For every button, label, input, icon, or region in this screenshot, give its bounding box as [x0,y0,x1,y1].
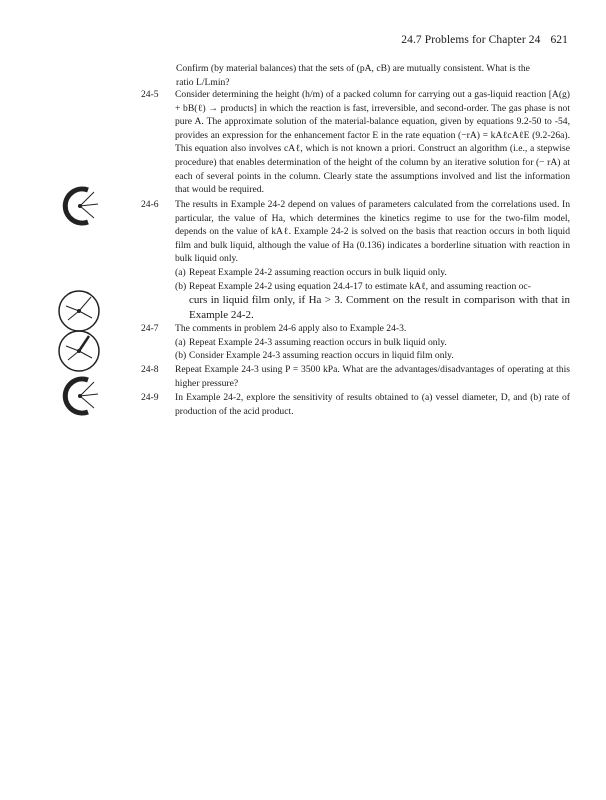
problem-text: The comments in problem 24-6 apply also to Example 24-3. [175,323,407,334]
problem-24-8 [141,363,570,390]
subpart-a [175,336,570,350]
subpart-text: Consider Example 24-3 assuming reaction occurs in liquid film only. [189,350,454,362]
subpart-label: (a) [175,336,186,348]
page-number: 621 [550,34,568,46]
subpart-text: Repeat Example 24-2 assuming reaction occurs in bulk liquid only. [189,266,447,278]
problem-number: 24-8 [141,364,159,375]
section-title: 24.7 Problems for Chapter 24 [401,34,541,46]
subpart-text: Repeat Example 24-3 assuming reaction occurs in bulk liquid only. [189,336,447,348]
problem-24-7 [141,322,570,363]
subpart-b [175,280,570,323]
problem-text: Repeat Example 24-3 using P = 3500 kPa. What are the advantages/disadvantages of operating at this higher pressure? [175,364,570,389]
problem-number: 24-5 [141,89,159,100]
problem-number: 24-6 [141,199,159,210]
difficulty-dial-icon [56,328,102,374]
subpart-a [175,266,570,280]
intro-line-1: Confirm (by material balances) that the sets of (pA, cB) are mutually consistent. What is the [176,63,530,74]
computer-problem-icon [58,184,102,228]
subpart-label: (b) [175,350,187,362]
subpart-label: (a) [175,266,186,278]
subpart-b [175,349,570,363]
problem-24-9 [141,391,570,418]
problem-text: The results in Example 24-2 depend on values of parameters calculated from the correlations used. In particular, the value of Ha, which determines the kinetics regime to use for the two-film model, depends on the value of kAℓ. Example 24-2 is solved on the basis that reaction occurs in both liquid film and bulk liquid, although the value of Ha (0.136) indicates a borderline situation with reaction in bulk liquid only. [175,199,570,265]
problem-24-5 [141,88,570,197]
problem-number: 24-7 [141,323,159,334]
intro-line-2: ratio L/Lmin? [176,76,230,88]
subpart-text: Repeat Example 24-2 using equation 24.4-17 to estimate kAℓ, and assuming reaction oc- [189,280,531,292]
computer-problem-icon [58,374,102,418]
subpart-label: (b) [175,280,187,292]
subpart-text-continued: curs in liquid film only, if Ha > 3. Comment on the result in comparison with that in Example 24-2. [189,294,570,321]
problem-text: Consider determining the height (h/m) of a packed column for carrying out a gas-liquid reaction [A(g) + bB(ℓ) → products] in which the reaction is fast, irreversible, and second-order. The gas phase is not pure A. The approximate solution of the material-balance equation, given by equations 9.2-50 to -54, provides an expression for the enhancement factor E in the rate equation (−rA) = kAℓcAℓE (9.2-26a). This equation also involves cAℓ, which is not known a priori. Construct an algorithm (i.e., a stepwise procedure) that enables determination of the height of the column by an iterative solution for (− rA) at each of several points in the column. Clearly state the assumptions involved and list the information that would be required. [175,89,570,196]
problem-text: In Example 24-2, explore the sensitivity of results obtained to (a) vessel diameter, D, and (b) rate of production of the acid product. [175,392,570,417]
running-head [401,34,568,46]
problem-number: 24-9 [141,392,159,403]
intro-continuation [176,62,570,89]
problem-24-6 [141,198,570,322]
